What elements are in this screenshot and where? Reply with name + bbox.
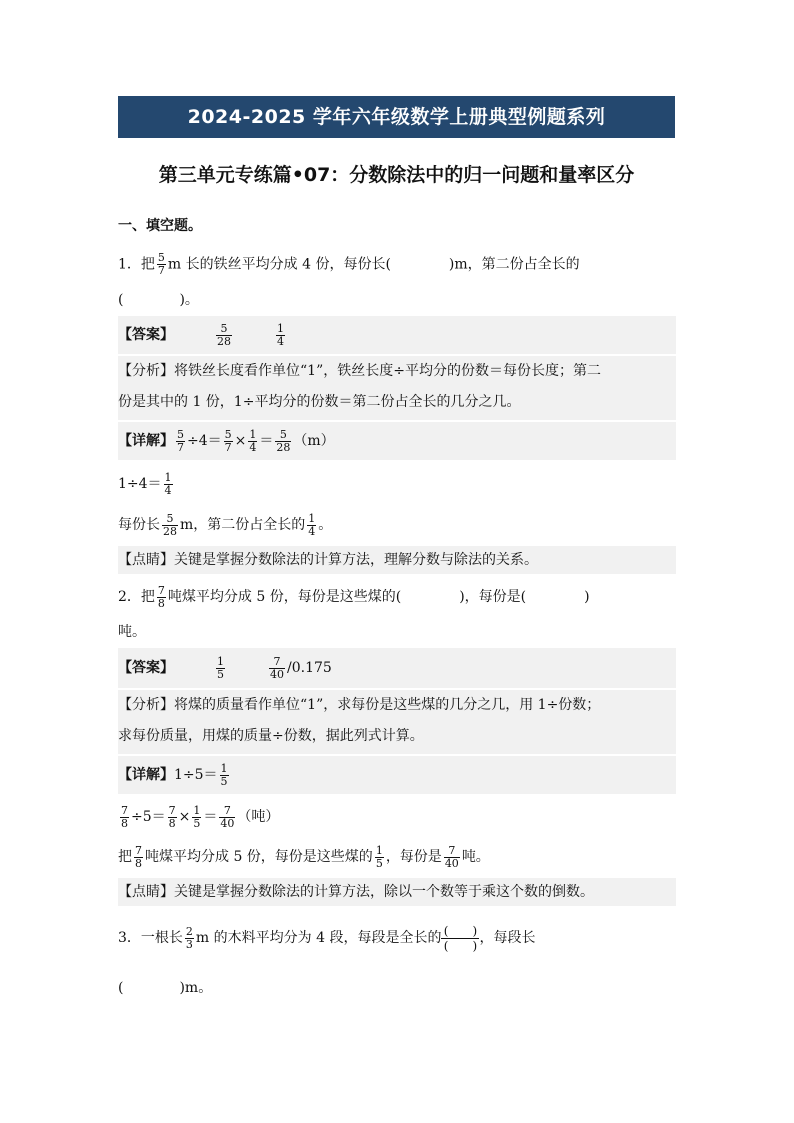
problem-2-question-line2: 吨。: [118, 624, 146, 640]
problem-2-question-line1: 2．把 $\frac{7}{8}$ 吨煤平均分成 5 份，每份是这些煤的( )，每份是( ): [118, 583, 590, 610]
problem-1-question-line2: ( )。: [118, 292, 199, 308]
fraction: $\frac{5}{7}$: [157, 251, 165, 277]
blank-fraction: $\frac{( )}{( )}$: [441, 924, 479, 953]
section-heading: 一、填空题。: [118, 218, 202, 234]
problem-3-question-line2: ( )m。: [118, 980, 213, 996]
problem-1-key-point: 【点睛】关键是掌握分数除法的计算方法，理解分数与除法的关系。: [118, 546, 676, 574]
problem-1-detail-line3: 每份长 $\frac{5}{28}$ m，第二份占全长的 $\frac{1}{4}$ 。: [118, 511, 333, 538]
problem-3-question-line1: 3．一根长 $\frac{2}{3}$ m 的木料平均分为 4 段，每段是全长的 $\frac{( )}{( )}$ ，每段长: [118, 923, 536, 953]
problem-1-detail-line1: 【详解】 $\frac{5}{7}$ ÷4＝ $\frac{5}{7}$ × $\frac{1}{4}$ ＝ $\frac{5}{28}$ （m）: [118, 422, 676, 460]
problem-2-detail-line1: 【详解】1÷5＝ $\frac{1}{5}$: [118, 756, 676, 794]
problem-1-analysis: 【分析】将铁丝长度看作单位“1”，铁丝长度÷平均分的份数＝每份长度；第二 份是其中的 1 份，1÷平均分的份数＝第二份占全长的几分之几。: [118, 356, 676, 420]
problem-2-analysis: 【分析】将煤的质量看作单位“1”，求每份是这些煤的几分之几，用 1÷份数； 求每份质量，用煤的质量÷份数，据此列式计算。: [118, 690, 676, 754]
problem-2-detail-line2: $\frac{7}{8}$ ÷5＝ $\frac{7}{8}$ × $\frac{1}{5}$ ＝ $\frac{7}{40}$ （吨）: [121, 803, 280, 830]
series-title-banner: 2024-2025 学年六年级数学上册典型例题系列: [118, 96, 675, 138]
problem-1-question-line1: 1．把 $\frac{5}{7}$ m 长的铁丝平均分成 4 份，每份长( )m，第二份占全长的: [118, 251, 580, 277]
unit-title: 第三单元专练篇•07：分数除法中的归一问题和量率区分: [158, 164, 635, 186]
problem-2-key-point: 【点睛】关键是掌握分数除法的计算方法，除以一个数等于乘这个数的倒数。: [118, 878, 676, 906]
problem-2-detail-line3: 把 $\frac{7}{8}$ 吨煤平均分成 5 份，每份是这些煤的 $\frac{1}{5}$ ，每份是 $\frac{7}{40}$ 吨。: [118, 843, 490, 870]
problem-1-answer: 【答案】 $\frac{5}{28}$ $\frac{1}{4}$: [118, 316, 676, 354]
problem-2-answer: 【答案】 $\frac{1}{5}$ $\frac{7}{40}$ /0.175: [118, 648, 676, 688]
problem-1-detail-line2: 1÷4＝ $\frac{1}{4}$: [118, 470, 172, 497]
